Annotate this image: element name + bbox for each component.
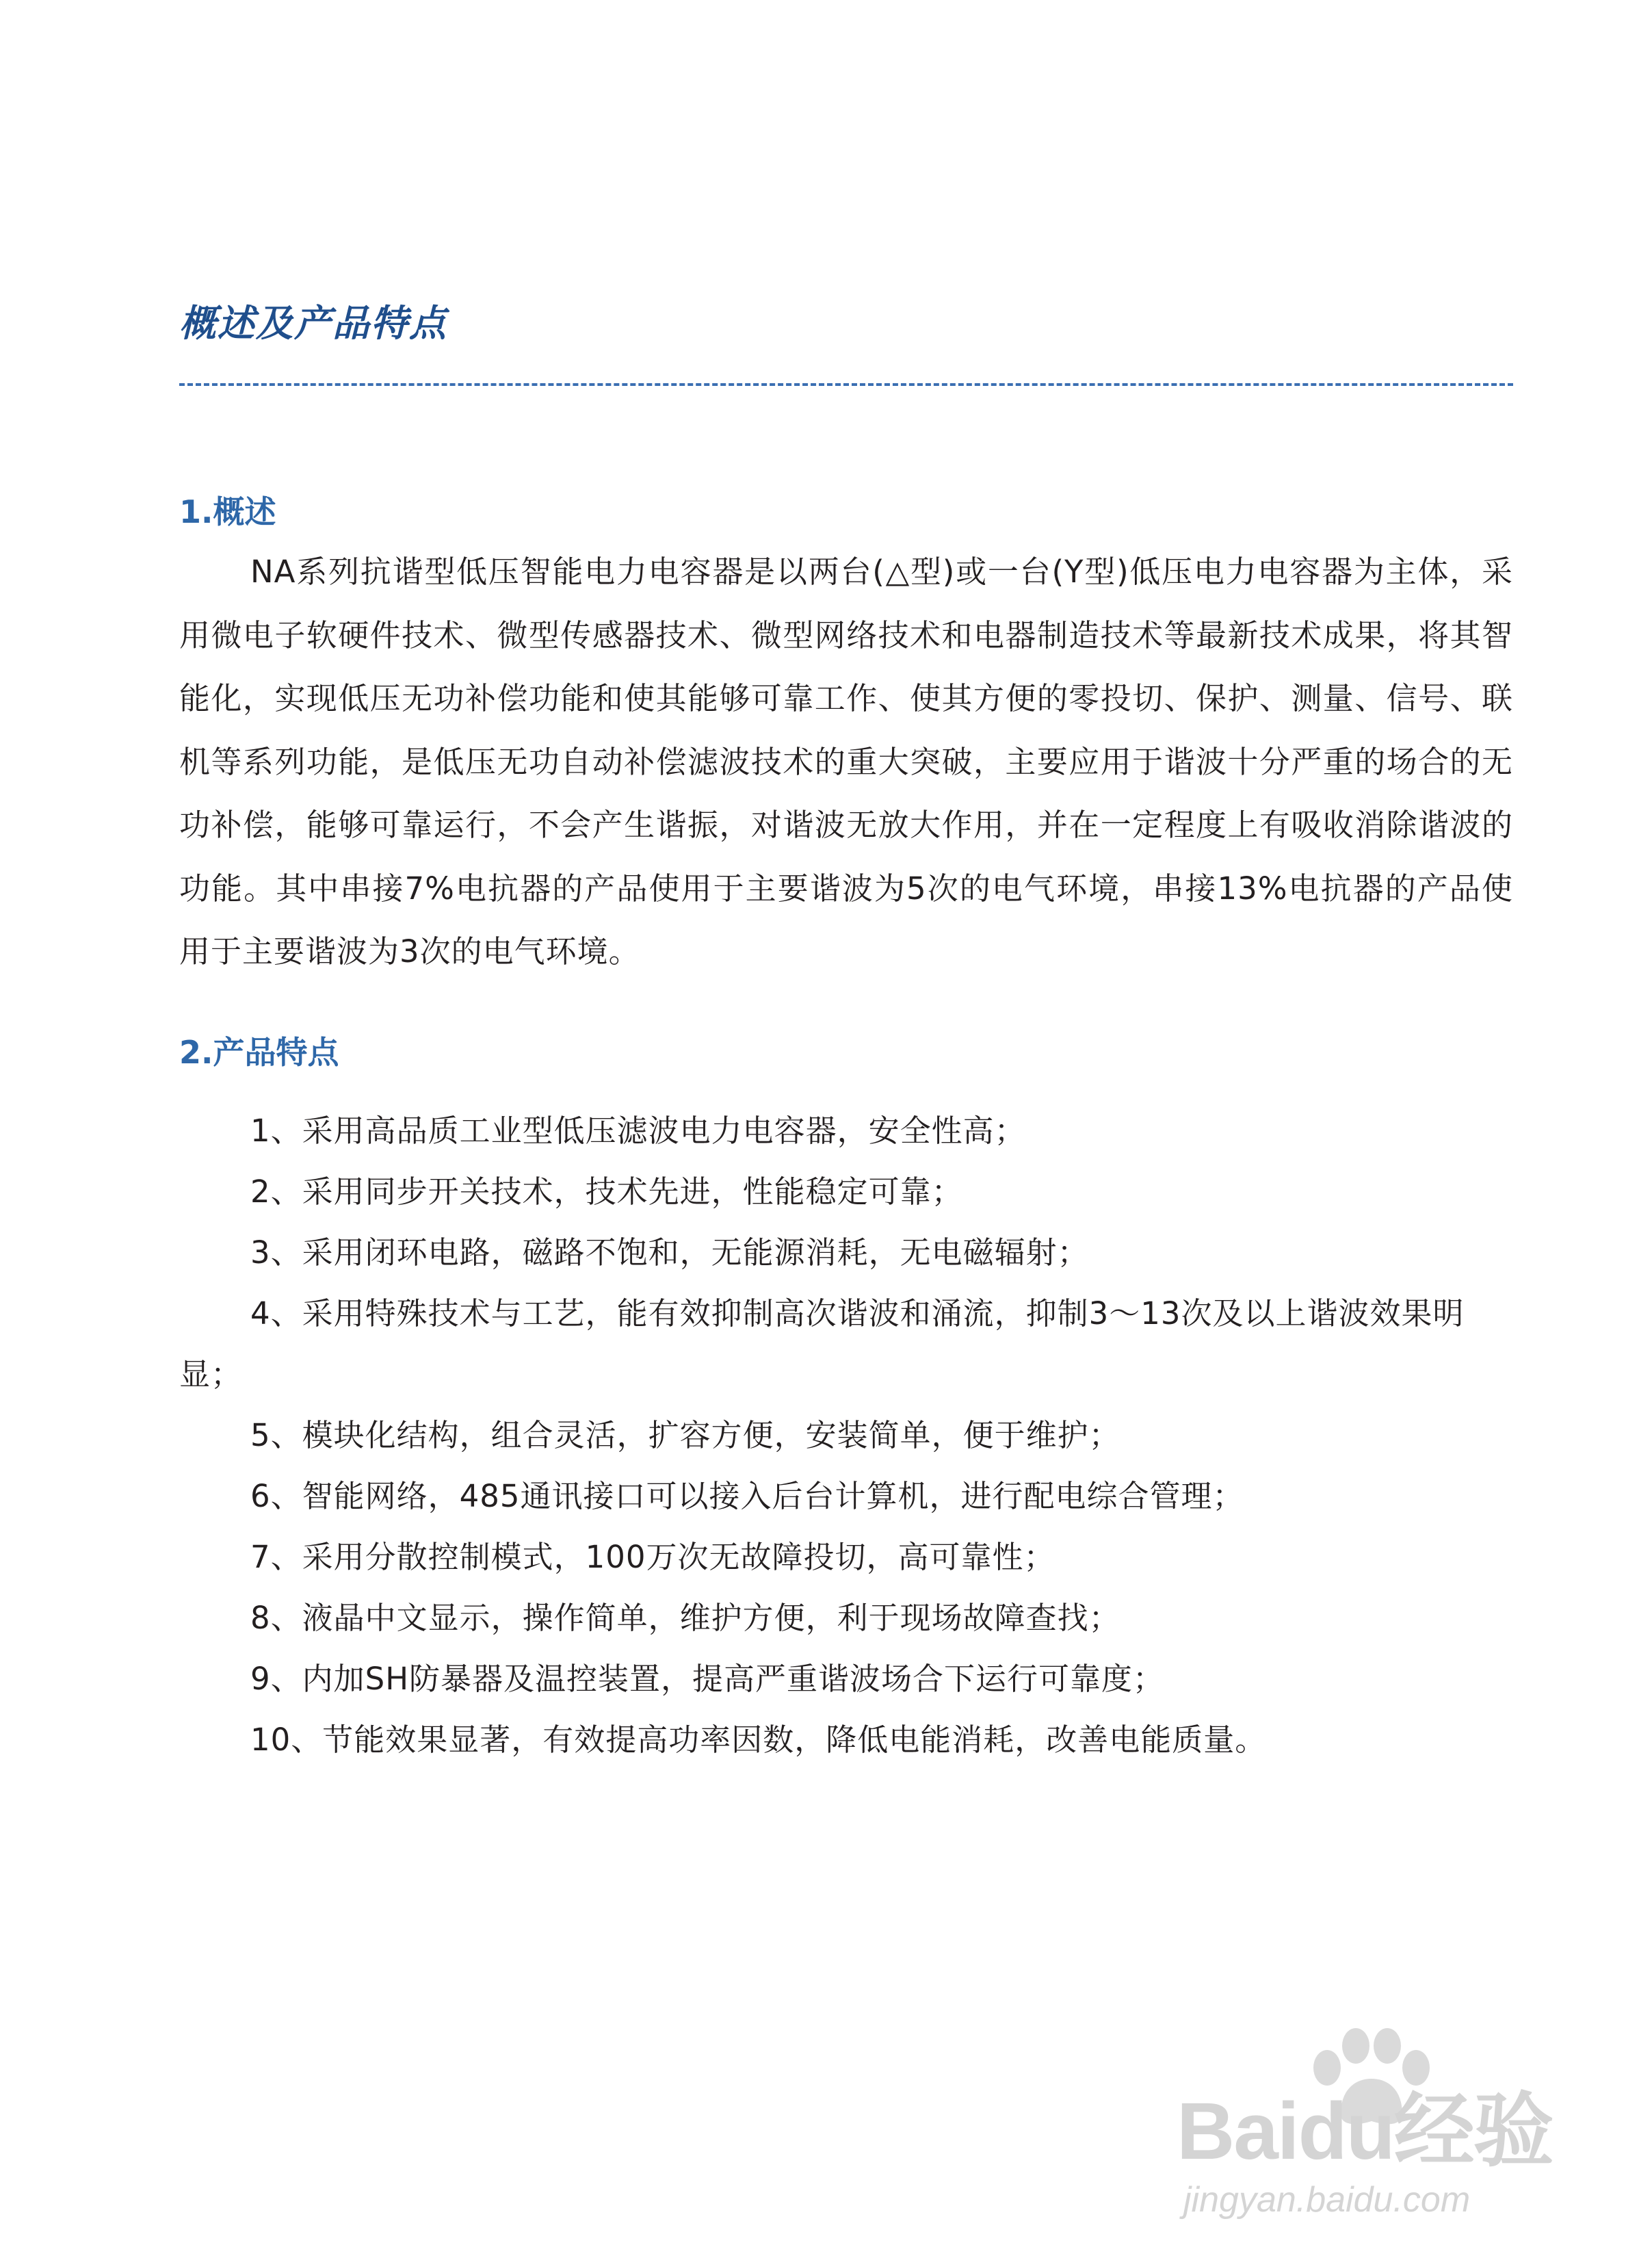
- feature-item-8: 8、液晶中文显示，操作简单，维护方便，利于现场故障查找；: [250, 1600, 1120, 1636]
- watermark-url: jingyan.baidu.com: [1183, 2180, 1471, 2220]
- feature-item-10: 10、节能效果显著，有效提高功率因数，降低电能消耗，改善电能质量。: [250, 1722, 1267, 1758]
- feature-item-2: 2、采用同步开关技术，技术先进，性能稳定可靠；: [250, 1173, 963, 1210]
- baidu-watermark: [1177, 2025, 1587, 2231]
- features-heading: 2.产品特点: [179, 1034, 339, 1071]
- overview-heading: 1.概述: [179, 493, 276, 530]
- overview-paragraph: NA系列抗谐型低压智能电力电容器是以两台(△型)或一台(Y型)低压电力电容器为主体，采用微电子软硬件技术、微型传感器技术、微型网络技术和电器制造技术等最新技术成果，将其智能化，实现低压无功补偿功能和使其能够可靠工作、使其方便的零投切、保护、测量、信号、联机等系列功能，是低压无功自动补偿滤波技术的重大突破，主要应用于谐波十分严重的场合的无功补偿，能够可靠运行，不会产生谐振，对谐波无放大作用，并在一定程度上有吸收消除谐波的功能。其中串接7%电抗器的产品使用于主要谐波为5次的电气环境，串接13%电抗器的产品使用于主要谐波为3次的电气环境。: [179, 554, 1513, 970]
- feature-item-4: 4、采用特殊技术与工艺，能有效抑制高次谐波和涌流，抑制3～13次及以上谐波效果明显；: [179, 1295, 1465, 1392]
- feature-item-5: 5、模块化结构，组合灵活，扩容方便，安装简单，便于维护；: [250, 1417, 1120, 1453]
- feature-item-9: 9、内加SH防暴器及温控装置，提高严重谐波场合下运行可靠度；: [250, 1661, 1165, 1697]
- watermark-brand: Baidu经验: [1177, 2086, 1553, 2177]
- features-list: [179, 1100, 1513, 1770]
- title-divider: [179, 383, 1513, 386]
- feature-item-7: 7、采用分散控制模式，100万次无故障投切，高可靠性；: [250, 1539, 1056, 1575]
- page-title: 概述及产品特点: [179, 302, 447, 345]
- feature-item-1: 1、采用高品质工业型低压滤波电力电容器，安全性高；: [250, 1113, 1026, 1149]
- feature-item-3: 3、采用闭环电路，磁路不饱和，无能源消耗，无电磁辐射；: [250, 1234, 1089, 1271]
- feature-item-6: 6、智能网络，485通讯接口可以接入后台计算机，进行配电综合管理；: [250, 1478, 1244, 1514]
